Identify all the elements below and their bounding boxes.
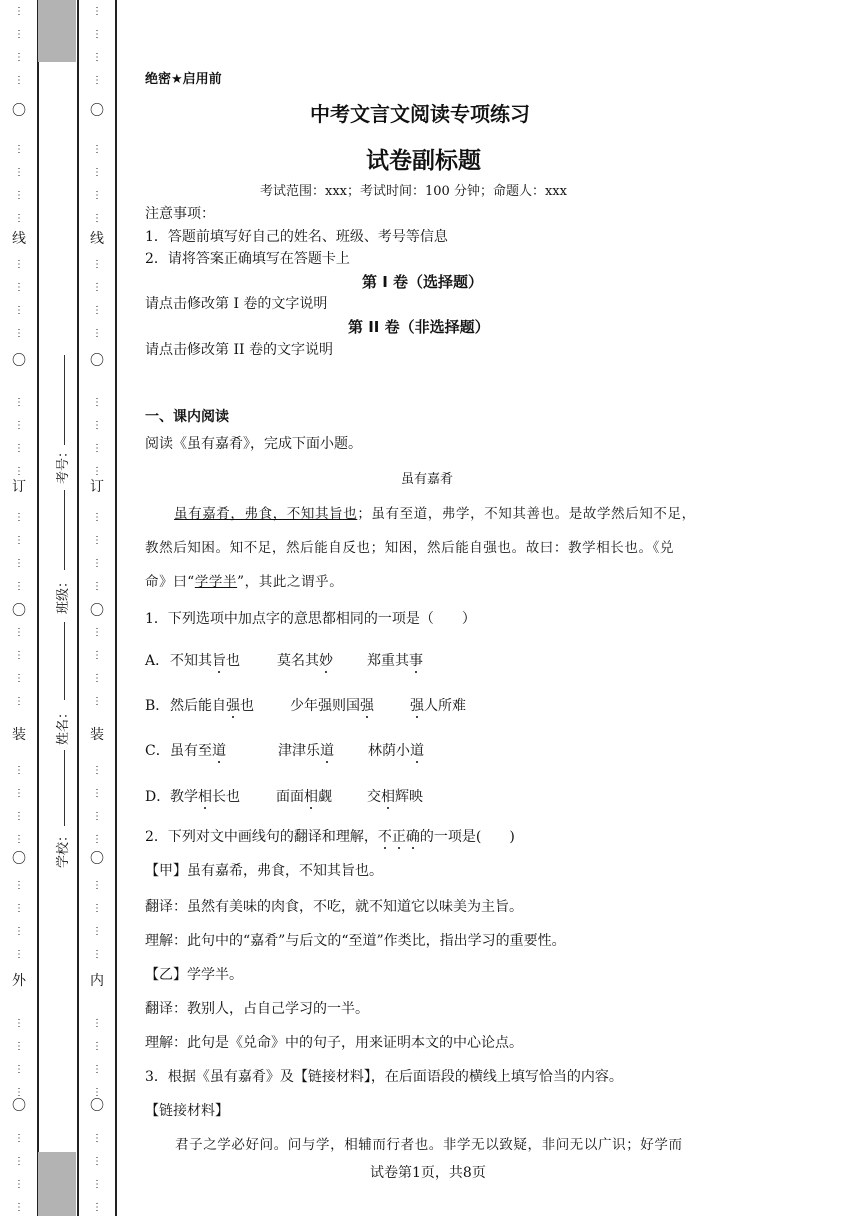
option-label: D．: [145, 789, 171, 805]
q2-jia: 【甲】虽有嘉希，弗食，不知其旨也。: [145, 863, 383, 879]
margin-mark-label: 外: [12, 973, 26, 989]
dotted-cut-line: ⋮: [92, 75, 102, 86]
dotted-character: 强: [360, 698, 374, 714]
dotted-character: 妙: [319, 653, 333, 669]
dotted-cut-line: ⋮: [92, 558, 102, 569]
dotted-cut-line: ⋮: [14, 1179, 24, 1190]
dotted-cut-line: ⋮: [14, 1133, 24, 1144]
dotted-cut-line: ⋮: [92, 259, 102, 270]
q3-material: 君子之学必好问。问与学，相辅而行者也。非学无以致疑，非问无以广识；好学而: [175, 1137, 683, 1153]
dotted-cut-line: ⋮: [14, 696, 24, 707]
q2-stem: 2．下列对文中画线句的翻译和理解，不正确的一项是( ): [145, 829, 515, 845]
dotted-cut-line: ⋮: [92, 1018, 102, 1029]
dotted-cut-line: ⋮: [92, 1087, 102, 1098]
dotted-character: 相: [381, 789, 395, 805]
margin-mark-label: 订: [90, 479, 104, 495]
dotted-cut-line: ⋮: [14, 167, 24, 178]
dotted-cut-line: ⋮: [92, 1202, 102, 1213]
field-xuexiao: 学校：: [56, 828, 71, 868]
dotted-cut-line: ⋮: [14, 834, 24, 845]
dotted-character: 道: [320, 743, 334, 759]
note-item: 2．请将答案正确填写在答题卡上: [145, 251, 350, 267]
dotted-cut-line: ⋮: [92, 466, 102, 477]
dotted-character: 相: [304, 789, 318, 805]
note-item: 1．答题前填写好自己的姓名、班级、考号等信息: [145, 229, 448, 245]
dotted-cut-line: ⋮: [14, 535, 24, 546]
option-item: 强人所难: [410, 698, 466, 714]
dotted-cut-line: ⋮: [14, 926, 24, 937]
dotted-character: 旨: [212, 653, 226, 669]
dotted-cut-line: ⋮: [14, 903, 24, 914]
margin-mark-label: 装: [90, 727, 104, 743]
xingming-line: [64, 622, 65, 700]
dotted-cut-line: ⋮: [92, 144, 102, 155]
section-intro: 阅读《虽有嘉肴》，完成下面小题。: [145, 436, 362, 452]
underlined-sentence-jia: 虽有嘉肴，弗食，不知其旨也: [174, 506, 358, 522]
passage-line-1: 虽有嘉肴，弗食，不知其旨也；虽有至道，弗学，不知其善也。是故学然后知不足，: [174, 506, 696, 522]
dotted-cut-line: ⋮: [92, 52, 102, 63]
q2-jia-understanding: 理解：此句中的“嘉肴”与后文的“至道”作类比，指出学习的重要性。: [145, 933, 566, 949]
circle-mark-icon: 〇: [12, 1098, 26, 1114]
q2-yi: 【乙】学学半。: [145, 967, 243, 983]
passage-title: 虽有嘉肴: [401, 472, 454, 487]
dotted-cut-line: ⋮: [92, 328, 102, 339]
option-item: 少年强则国强: [290, 698, 374, 714]
dotted-cut-line: ⋮: [14, 673, 24, 684]
dotted-cut-line: ⋮: [92, 1179, 102, 1190]
dotted-cut-line: ⋮: [92, 1156, 102, 1167]
circle-mark-icon: 〇: [12, 851, 26, 867]
option-item: 郑重其事: [367, 653, 423, 669]
field-xingming: 姓名：: [56, 705, 71, 745]
dotted-cut-line: ⋮: [14, 190, 24, 201]
circle-mark-icon: 〇: [90, 1098, 104, 1114]
dotted-cut-line: ⋮: [92, 167, 102, 178]
part2-desc[interactable]: 请点击修改第 II 卷的文字说明: [145, 342, 333, 358]
option-item: 教学相长也: [170, 789, 240, 805]
exam-title: 中考文言文阅读专项练习: [310, 102, 530, 126]
dotted-cut-line: ⋮: [14, 811, 24, 822]
circle-mark-icon: 〇: [12, 353, 26, 369]
dotted-cut-line: ⋮: [14, 1041, 24, 1052]
dotted-cut-line: ⋮: [92, 926, 102, 937]
notes-heading: 注意事项：: [145, 206, 215, 222]
dotted-cut-line: ⋮: [92, 420, 102, 431]
circle-mark-icon: 〇: [90, 851, 104, 867]
part1-desc[interactable]: 请点击修改第 I 卷的文字说明: [145, 296, 328, 312]
dotted-cut-line: ⋮: [92, 765, 102, 776]
dotted-cut-line: ⋮: [92, 282, 102, 293]
xuexiao-line: [64, 750, 65, 826]
dotted-cut-line: ⋮: [14, 213, 24, 224]
dotted-character: 事: [409, 653, 423, 669]
margin-gray-bottom: [38, 1152, 76, 1216]
dotted-cut-line: ⋮: [14, 328, 24, 339]
dotted-cut-line: ⋮: [14, 650, 24, 661]
dotted-cut-line: ⋮: [14, 259, 24, 270]
dotted-cut-line: ⋮: [14, 6, 24, 17]
dotted-cut-line: ⋮: [14, 880, 24, 891]
margin-mark-label: 订: [12, 479, 26, 495]
margin-mark-label: 内: [90, 973, 104, 989]
dotted-cut-line: ⋮: [14, 420, 24, 431]
dotted-cut-line: ⋮: [92, 397, 102, 408]
dotted-cut-line: ⋮: [92, 673, 102, 684]
margin-gray-top: [38, 0, 76, 62]
option-label: A．: [145, 653, 170, 669]
dotted-cut-line: ⋮: [14, 788, 24, 799]
dotted-cut-line: ⋮: [92, 788, 102, 799]
dotted-cut-line: ⋮: [14, 282, 24, 293]
option-item: 津津乐道: [278, 743, 334, 759]
dotted-cut-line: ⋮: [14, 558, 24, 569]
option-item: 虽有至道: [170, 743, 226, 759]
option-item: 不知其旨也: [170, 653, 240, 669]
circle-mark-icon: 〇: [12, 103, 26, 119]
dotted-cut-line: ⋮: [92, 834, 102, 845]
dotted-cut-line: ⋮: [14, 144, 24, 155]
dotted-character: 道: [212, 743, 226, 759]
dotted-cut-line: ⋮: [14, 627, 24, 638]
passage-line-3: 命》曰“学学半”，其此之谓乎。: [145, 574, 344, 590]
dotted-cut-line: ⋮: [92, 535, 102, 546]
dotted-cut-line: ⋮: [14, 949, 24, 960]
dotted-cut-line: ⋮: [92, 1064, 102, 1075]
part1-title: 第 I 卷（选择题）: [362, 273, 484, 291]
dotted-cut-line: ⋮: [92, 443, 102, 454]
option-item: 然后能自强也: [170, 698, 254, 714]
section-heading: 一、课内阅读: [145, 409, 229, 425]
dotted-cut-line: ⋮: [92, 811, 102, 822]
field-kaohao: 考号：: [56, 444, 71, 484]
dotted-cut-line: ⋮: [14, 29, 24, 40]
dotted-cut-line: ⋮: [14, 1064, 24, 1075]
q2-jia-translation: 翻译：虽然有美味的肉食，不吃，就不知道它以味美为主旨。: [145, 899, 523, 915]
dotted-cut-line: ⋮: [14, 305, 24, 316]
dotted-cut-line: ⋮: [92, 949, 102, 960]
dotted-cut-line: ⋮: [14, 581, 24, 592]
underlined-sentence-yi: 学学半: [194, 574, 238, 590]
margin-mark-label: 线: [12, 231, 26, 247]
dotted-emphasis: 不正确: [377, 829, 420, 845]
dotted-cut-line: ⋮: [92, 29, 102, 40]
banji-line: [64, 490, 65, 570]
part2-title: 第 II 卷（非选择题）: [348, 318, 490, 336]
option-item: 交相辉映: [367, 789, 423, 805]
circle-mark-icon: 〇: [90, 353, 104, 369]
dotted-cut-line: ⋮: [92, 6, 102, 17]
page-footer: 试卷第1页，共8页: [370, 1165, 486, 1181]
dotted-cut-line: ⋮: [92, 696, 102, 707]
dotted-cut-line: ⋮: [92, 880, 102, 891]
option-label: C．: [145, 743, 170, 759]
dotted-character: 强: [226, 698, 240, 714]
dotted-character: 道: [410, 743, 424, 759]
margin-mark-label: 线: [90, 231, 104, 247]
dotted-cut-line: ⋮: [14, 1202, 24, 1213]
dotted-cut-line: ⋮: [92, 581, 102, 592]
circle-mark-icon: 〇: [90, 103, 104, 119]
margin-mark-label: 装: [12, 727, 26, 743]
option-label: B．: [145, 698, 170, 714]
dotted-cut-line: ⋮: [14, 397, 24, 408]
dotted-character: 相: [198, 789, 212, 805]
dotted-character: 强: [410, 698, 424, 714]
circle-mark-icon: 〇: [12, 603, 26, 619]
dotted-cut-line: ⋮: [92, 512, 102, 523]
option-item: 面面相觑: [276, 789, 332, 805]
dotted-cut-line: ⋮: [92, 213, 102, 224]
dotted-cut-line: ⋮: [14, 443, 24, 454]
secret-label: 绝密★启用前: [145, 72, 222, 87]
dotted-cut-line: ⋮: [92, 190, 102, 201]
dotted-cut-line: ⋮: [14, 512, 24, 523]
exam-info: 考试范围：xxx；考试时间：100 分钟；命题人：xxx: [260, 184, 567, 199]
option-item: 莫名其妙: [277, 653, 333, 669]
dotted-cut-line: ⋮: [14, 1087, 24, 1098]
dotted-cut-line: ⋮: [92, 627, 102, 638]
dotted-cut-line: ⋮: [92, 903, 102, 914]
q2-yi-understanding: 理解：此句是《兑命》中的句子，用来证明本文的中心论点。: [145, 1035, 523, 1051]
dotted-cut-line: ⋮: [14, 1156, 24, 1167]
dotted-cut-line: ⋮: [14, 765, 24, 776]
dotted-cut-line: ⋮: [14, 52, 24, 63]
dotted-cut-line: ⋮: [92, 305, 102, 316]
dotted-cut-line: ⋮: [92, 650, 102, 661]
dotted-cut-line: ⋮: [92, 1133, 102, 1144]
q1-stem: 1．下列选项中加点字的意思都相同的一项是（ ）: [145, 611, 476, 627]
passage-line-2: 教然后知困。知不足，然后能自反也；知困，然后能自强也。故曰：教学相长也。《兑: [145, 540, 675, 556]
q3-link-label: 【链接材料】: [145, 1103, 229, 1119]
dotted-cut-line: ⋮: [14, 75, 24, 86]
q3-stem: 3．根据《虽有嘉肴》及【链接材料】，在后面语段的横线上填写恰当的内容。: [145, 1069, 623, 1085]
dotted-cut-line: ⋮: [14, 1018, 24, 1029]
option-item: 林荫小道: [368, 743, 424, 759]
dotted-cut-line: ⋮: [14, 466, 24, 477]
exam-subtitle: 试卷副标题: [366, 148, 481, 174]
circle-mark-icon: 〇: [90, 603, 104, 619]
q2-yi-translation: 翻译：教别人，占自己学习的一半。: [145, 1001, 369, 1017]
kaohao-line: [64, 355, 65, 445]
dotted-cut-line: ⋮: [92, 1041, 102, 1052]
field-banji: 班级：: [56, 574, 71, 614]
